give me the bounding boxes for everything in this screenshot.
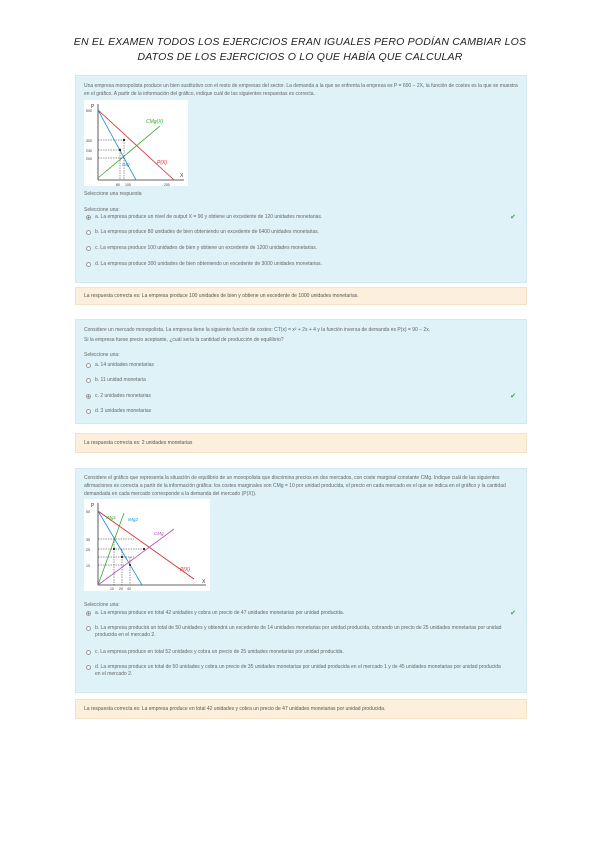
- radio-button[interactable]: [86, 394, 91, 399]
- option-c[interactable]: c. La empresa produce 100 unidades de bien y obtiene un excedente de 1200 unidades monetarias.: [86, 245, 506, 252]
- svg-text:300: 300: [86, 139, 92, 143]
- cmg-label: CMg(X): [146, 119, 164, 125]
- option-c[interactable]: c. La empresa produce en total 52 unidades y cobra un precio de 25 unidades monetarias por unidad producida.: [86, 649, 506, 656]
- question-2-panel: [75, 319, 527, 424]
- option-c[interactable]: c. 2 unidades monetarias: [86, 393, 506, 400]
- img1-label: IMg1: [106, 515, 117, 520]
- y-axis-label: P: [91, 503, 95, 509]
- radio-button[interactable]: [86, 363, 91, 368]
- option-d[interactable]: d. La empresa produce 300 unidades de bien obteniendo un excedente de 3000 unidades monetarias.: [86, 261, 506, 268]
- option-a[interactable]: a. 14 unidades monetarias: [86, 362, 506, 369]
- radio-button[interactable]: [86, 378, 91, 383]
- question-3-graph: [84, 499, 210, 591]
- demand-label: P(X): [157, 160, 167, 166]
- svg-text:20: 20: [119, 587, 123, 591]
- select-response-label: Seleccione una respuesta: [84, 191, 142, 197]
- check-icon: ✔: [510, 610, 516, 617]
- radio-button[interactable]: [86, 611, 91, 616]
- question-1-panel: [75, 75, 527, 283]
- option-a[interactable]: a. La empresa produce un nivel de output X = 90 y obtiene un excedente de 120 unidades monetarias.: [86, 214, 506, 221]
- answers-label: Seleccione una:: [84, 352, 120, 358]
- question-1-graph: [84, 100, 188, 186]
- question-3-feedback: La respuesta correcta es: La empresa produce en total 42 unidades y cobra un precio de 47 unidades monetarias por unidad producida.: [75, 699, 527, 719]
- svg-text:200: 200: [86, 157, 92, 161]
- option-b[interactable]: b. 11 unidad monetaria: [86, 377, 506, 384]
- radio-button[interactable]: [86, 262, 91, 267]
- question-1-text: Una empresa monopolista produce un bien sustitutivo con el resto de empresas del sector. La demanda a la que se enfrenta la empresa es P = 600 − 2X, la función de costes es la que se muestra en el gráfico. A partir de la información del gráfico, indique cuál de las siguientes respuestas es correcta.: [84, 83, 518, 97]
- x-axis-label: X: [180, 173, 184, 179]
- svg-text:40: 40: [127, 587, 131, 591]
- radio-button[interactable]: [86, 665, 91, 670]
- cmg-label: CMg: [154, 531, 164, 536]
- question-2-text-2: Si la empresa fuese precio aceptante, ¿cuál sería la cantidad de producción de equilibrio?: [84, 337, 284, 343]
- svg-text:25: 25: [86, 548, 90, 552]
- svg-text:10: 10: [110, 587, 114, 591]
- svg-text:100: 100: [125, 183, 131, 186]
- demand-label: P(X): [180, 567, 190, 573]
- svg-text:230: 230: [86, 149, 92, 153]
- svg-text:35: 35: [86, 538, 90, 542]
- question-2-feedback: La respuesta correcta es: 2 unidades monetarias: [75, 433, 527, 453]
- page-title: EN EL EXAMEN TODOS LOS EJERCICIOS ERAN IGUALES PERO PODÍAN CAMBIAR LOS DATOS DE LOS EJERCICIOS O LO QUE HABÍA QUE CALCULAR: [73, 36, 527, 63]
- radio-button[interactable]: [86, 215, 91, 220]
- question-1-feedback: La respuesta correcta es: La empresa produce 100 unidades de bien y obtiene un excedente de 1000 unidades monetarias.: [75, 287, 527, 305]
- answers-label: Seleccione una:: [84, 207, 120, 213]
- y-axis-label: P: [91, 104, 95, 110]
- svg-text:10: 10: [86, 564, 90, 568]
- radio-button[interactable]: [86, 230, 91, 235]
- radio-button[interactable]: [86, 626, 91, 631]
- x-axis-label: X: [202, 579, 206, 585]
- check-icon: ✔: [510, 393, 516, 400]
- radio-button[interactable]: [86, 409, 91, 414]
- svg-text:50: 50: [86, 510, 90, 514]
- question-3-text: Considere el gráfico que representa la situación de equilibrio de un monopolista que discrimina precios en dos mercados, con coste marginal constante CMg. Indique cuál de las siguientes afirmaciones es correcta a partir de la información gráfica: los costes marginales son CMg = 10 por unidad producida, el precio en cada mercado es el que se indica en el gráfico y la cantidad demandada en cada mercado corresponde a la demanda del mercado (P(X)).: [84, 475, 506, 497]
- option-d[interactable]: d. La empresa produce un total de 50 unidades y cobra un precio de 35 unidades monetarias por unidad producida en el mercado 1 y de 45 unidades monetarias por unidad producida en el mercado 2.: [86, 664, 506, 678]
- option-d[interactable]: d. 3 unidades monetarias: [86, 408, 506, 415]
- question-3-panel: [75, 468, 527, 693]
- img2-label: IMg2: [128, 517, 139, 522]
- question-2-text: Considere un mercado monopolista. La empresa tiene la siguiente función de costes: CT(x) = x² + 2x + 4 y la función inversa de demanda es P(x) = 90 − 2x.: [84, 327, 431, 333]
- svg-text:500: 500: [86, 109, 92, 113]
- radio-button[interactable]: [86, 246, 91, 251]
- svg-text:80: 80: [116, 183, 120, 186]
- radio-button[interactable]: [86, 650, 91, 655]
- svg-text:200: 200: [164, 183, 170, 186]
- answers-label: Seleccione una:: [84, 602, 120, 608]
- option-a[interactable]: a. La empresa produce en total 42 unidades y cobra un precio de 47 unidades monetarias por unidad producida.: [86, 610, 506, 617]
- check-icon: ✔: [510, 214, 516, 221]
- option-b[interactable]: b. La empresa produce 80 unidades de bien obteniendo un excedente de 6400 unidades monetarias.: [86, 229, 506, 236]
- img-label: IMg: [122, 162, 130, 167]
- option-b[interactable]: b. La empresa producirá un total de 50 unidades y obtendrá un excedente de 14 unidades monetarias por unidad producida, cobrando un precio de 25 unidades monetarias por unidad producida en el mercado 2.: [86, 625, 506, 639]
